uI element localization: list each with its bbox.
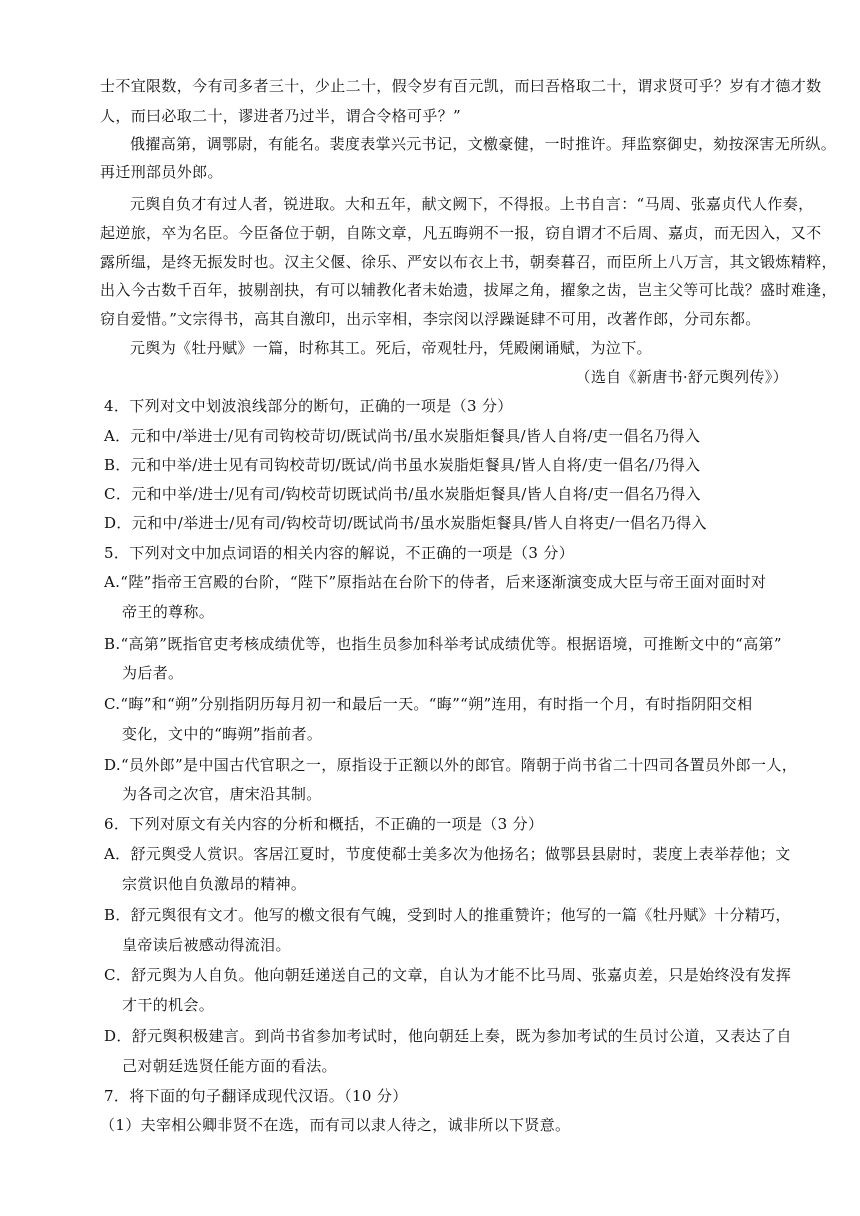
passage-line: 士不宜限数，今有司多者三十，少止二十，假令岁有百元凯，而曰吾格取二十，谓求贤可乎？岁有才德才数 (100, 77, 822, 95)
passage-line: 人，而曰必取二十，谬进者乃过半，谓合令格可乎？” (100, 107, 462, 125)
option-5a-cont: 帝王的尊称。 (122, 603, 215, 621)
option-5c-cont: 变化，文中的“晦朔”指前者。 (122, 725, 323, 743)
option-5d-cont: 为各司之次官，唐宋沿其制。 (122, 785, 322, 803)
passage-line: 元舆为《牡丹赋》一篇，时称其工。死后，帝观牡丹，凭殿阑诵赋，为泣下。 (130, 339, 652, 357)
option-4b: B．元和中举/进士见有司钩校苛切/既试/尚书虽水炭脂炬餐具/皆人自将/吏一倡名/乃得入 (104, 456, 701, 474)
passage-line: 元舆自负才有过人者，锐进取。大和五年，献文阙下，不得报。上书自言：“马周、张嘉贞代人作奏， (130, 195, 814, 213)
passage-line: 起逆旅，卒为名臣。今臣备位于朝，自陈文章，凡五晦朔不一报，窃自谓才不后周、嘉贞，而无因入，又不 (100, 224, 822, 242)
option-5c: C.“晦”和“朔”分别指阴历每月初一和最后一天。“晦”“朔”连用，有时指一个月，有时指阴阳交相 (104, 695, 753, 713)
passage-line: 再迁刑部员外郎。 (100, 163, 223, 181)
passage-line: 出入今古数千百年，披剔剖抉，有可以辅教化者未始遗，拔犀之角，擢象之齿，岂主父等可比哉？盛时难逢， (100, 281, 837, 299)
question-7-item-1: （1）夫宰相公卿非贤不在选，而有司以隶人待之，诚非所以下贤意。 (100, 1116, 571, 1134)
passage-line: 露所缊，是终无振发时也。汉主父偃、徐乐、严安以布衣上书，朝奏暮召，而臣所上八万言，其文锻炼精粹， (100, 253, 837, 271)
passage-line: 俄擢高第，调鄂尉，有能名。裴度表掌兴元书记，文檄豪健，一时推许。拜监察御史，劾按深害无所纵。 (130, 135, 837, 153)
option-6c-cont: 才干的机会。 (122, 996, 215, 1014)
question-4: 4．下列对文中划波浪线部分的断句，正确的一项是（3 分） (104, 397, 513, 415)
option-6d: D．舒元舆积极建言。到尚书省参加考试时，他向朝廷上奏，既为参加考试的生员讨公道，又表达了自 (104, 1027, 792, 1045)
question-7: 7．将下面的句子翻译成现代汉语。（10 分） (104, 1087, 408, 1105)
question-5: 5．下列对文中加点词语的相关内容的解说，不正确的一项是（3 分） (104, 544, 575, 562)
option-6d-cont: 己对朝廷选贤任能方面的看法。 (122, 1057, 337, 1075)
option-6c: C．舒元舆为人自负。他向朝廷递送自己的文章，自认为才能不比马周、张嘉贞差，只是始终没有发挥 (104, 966, 792, 984)
option-5d: D.“员外郎”是中国古代官职之一，原指设于正额以外的郎官。隋朝于尚书省二十四司各置员外郎一人， (104, 756, 798, 774)
option-6a-cont: 宗赏识他自负激昂的精神。 (122, 875, 307, 893)
option-5b: B.“高第”既指官吏考核成绩优等，也指生员参加科举考试成绩优等。根据语境，可推断文中的“高第” (104, 635, 782, 653)
question-6: 6．下列对原文有关内容的分析和概括，不正确的一项是（3 分） (104, 815, 544, 833)
option-4d: D．元和中/举进士/见有司/钩校苛切/既试尚书/虽水炭脂炬餐具/皆人自将吏/一倡名乃得入 (104, 514, 707, 532)
option-4a: A．元和中/举进士/见有司钩校苛切/既试尚书/虽水炭脂炬餐具/皆人自将/吏一倡名乃得入 (104, 427, 701, 445)
option-6a: A．舒元舆受人赏识。客居江夏时，节度使郗士美多次为他扬名；做鄂县县尉时，裴度上表举荐他；文 (104, 845, 791, 863)
option-5a: A.“陛”指帝王宫殿的台阶，“陛下”原指站在台阶下的侍者，后来逐渐演变成大臣与帝王面对面时对 (104, 573, 767, 591)
option-5b-cont: 为后者。 (122, 664, 184, 682)
option-6b-cont: 皇帝读后被感动得流泪。 (122, 936, 291, 954)
passage-line: 窃自爱惜。”文宗得书，高其自激印，出示宰相，李宗闵以浮躁诞肆不可用，改著作郎，分司东都。 (100, 310, 761, 328)
option-6b: B．舒元舆很有文才。他写的檄文很有气魄，受到时人的推重赞许；他写的一篇《牡丹赋》十分精巧， (104, 906, 791, 924)
source-citation: （选自《新唐书·舒元舆列传》） (575, 368, 788, 386)
option-4c: C．元和中举/进士/见有司/钩校苛切既试尚书/虽水炭脂炬餐具/皆人自将/吏一倡名乃得入 (104, 485, 701, 503)
